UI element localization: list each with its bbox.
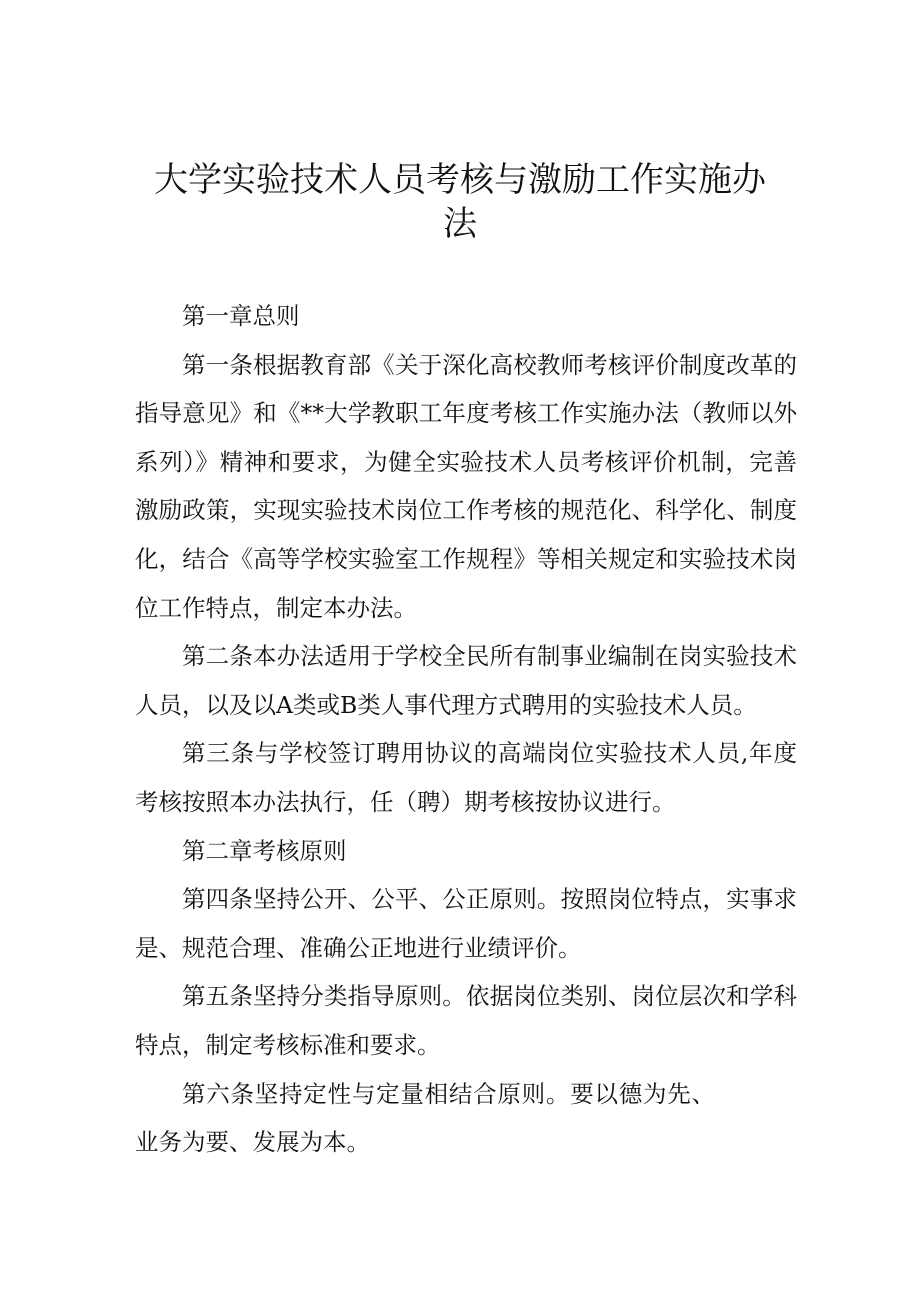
document-title: [150, 158, 770, 246]
article-4: 第四条坚持公开、公平、公正原则。按照岗位特点，实事求是、规范合理、准确公正地进行业绩评价。: [135, 885, 797, 962]
chapter-heading-2: 第二章考核原则: [182, 836, 347, 865]
article-5: 第五条坚持分类指导原则。依据岗位类别、岗位层次和学科特点，制定考核标准和要求。: [135, 982, 797, 1059]
title-line-2: 法: [443, 204, 477, 244]
article-6: 第六条坚持定性与定量相结合原则。要以德为先、业务为要、发展为本。: [135, 1079, 715, 1157]
article-1: 第一条根据教育部《关于深化高校教师考核评价制度改革的指导意见》和《**大学教职工年度考核工作实施办法（教师以外系列）》精神和要求，为健全实验技术人员考核评价机制，完善激励政策，实现实验技术岗位工作考核的规范化、科学化、制度化，结合《高等学校实验室工作规程》等相关规定和实验技术岗位工作特点，制定本办法。: [135, 350, 797, 622]
article-2: 第二条本办法适用于学校全民所有制事业编制在岗实验技术人员，以及以A类或B类人事代理方式聘用的实验技术人员。: [135, 642, 797, 719]
article-3: 第三条与学校签订聘用协议的高端岗位实验技术人员,年度考核按照本办法执行，任（聘）期考核按协议进行。: [135, 739, 797, 816]
chapter-heading-1: 第一章总则: [182, 302, 300, 330]
title-line-1: 大学实验技术人员考核与激励工作实施办: [154, 160, 766, 200]
document-body: [135, 292, 797, 1167]
